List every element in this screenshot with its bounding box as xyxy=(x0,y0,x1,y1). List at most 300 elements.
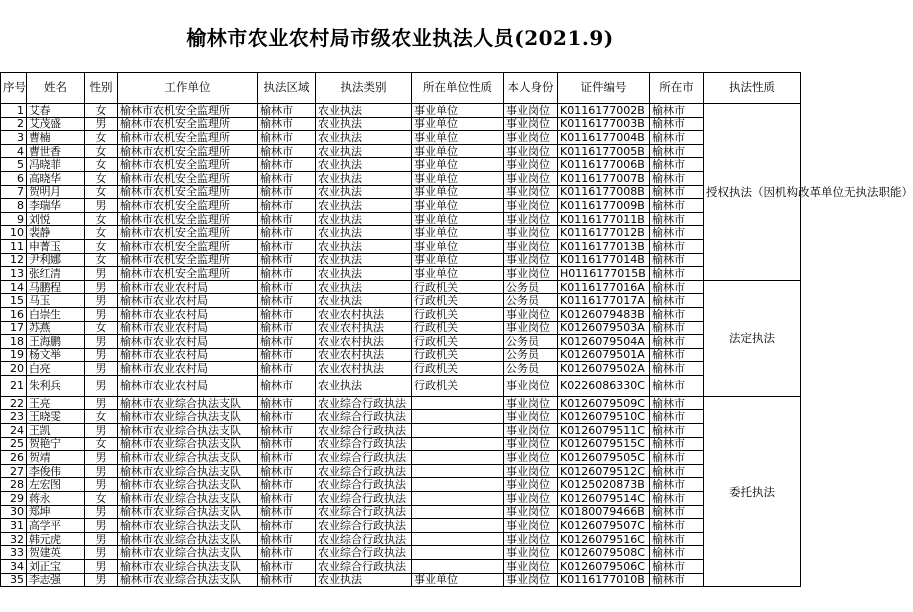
enforcement-category: 农业综合行政执法 xyxy=(316,464,412,478)
row-number: 29 xyxy=(1,492,27,506)
enforcement-area: 榆林市 xyxy=(258,519,316,533)
table-row xyxy=(1,212,801,226)
work-unit: 榆林市农业综合执法支队 xyxy=(118,532,258,546)
person-name: 张红清 xyxy=(27,267,85,281)
enforcement-area: 榆林市 xyxy=(258,532,316,546)
enforcement-category: 农业执法 xyxy=(316,375,412,396)
enforcement-category: 农业综合行政执法 xyxy=(316,560,412,574)
work-unit: 榆林市农业综合执法支队 xyxy=(118,437,258,451)
city: 榆林市 xyxy=(650,212,704,226)
certificate-number: K0226086330C xyxy=(558,375,650,396)
unit-nature: 行政机关 xyxy=(412,294,504,308)
gender: 男 xyxy=(85,294,118,308)
header-cell: 执法类别 xyxy=(316,73,412,104)
table-row xyxy=(1,410,801,424)
row-number: 33 xyxy=(1,546,27,560)
enforcement-category: 农业农村执法 xyxy=(316,362,412,376)
enforcement-area: 榆林市 xyxy=(258,396,316,410)
enforcement-area: 榆林市 xyxy=(258,212,316,226)
work-unit: 榆林市农业综合执法支队 xyxy=(118,492,258,506)
gender: 女 xyxy=(85,158,118,172)
header-cell: 工作单位 xyxy=(118,73,258,104)
person-name: 李俊伟 xyxy=(27,464,85,478)
personal-identity: 事业岗位 xyxy=(504,239,558,253)
city: 榆林市 xyxy=(650,239,704,253)
person-name: 刘悦 xyxy=(27,212,85,226)
certificate-number: H0116177015B xyxy=(558,267,650,281)
gender: 男 xyxy=(85,396,118,410)
row-number: 19 xyxy=(1,348,27,362)
city: 榆林市 xyxy=(650,505,704,519)
personal-identity: 事业岗位 xyxy=(504,117,558,131)
city: 榆林市 xyxy=(650,294,704,308)
enforcement-area: 榆林市 xyxy=(258,144,316,158)
enforcement-category: 农业综合行政执法 xyxy=(316,492,412,506)
table-row xyxy=(1,437,801,451)
enforcement-category: 农业执法 xyxy=(316,158,412,172)
person-name: 高晓华 xyxy=(27,171,85,185)
table-row xyxy=(1,307,801,321)
certificate-number: K0126079507C xyxy=(558,519,650,533)
header-cell: 所在单位性质 xyxy=(412,73,504,104)
table-row xyxy=(1,117,801,131)
certificate-number: K0116177002B xyxy=(558,104,650,118)
personal-identity: 事业岗位 xyxy=(504,104,558,118)
unit-nature xyxy=(412,532,504,546)
personal-identity: 事业岗位 xyxy=(504,560,558,574)
enforcement-area: 榆林市 xyxy=(258,199,316,213)
certificate-number: K0116177004B xyxy=(558,131,650,145)
page-title: 榆林市农业农村局市级农业执法人员(2021.9) xyxy=(186,26,614,50)
city: 榆林市 xyxy=(650,532,704,546)
table-row xyxy=(1,226,801,240)
table-row xyxy=(1,104,801,118)
work-unit: 榆林市农业农村局 xyxy=(118,321,258,335)
enforcement-area: 榆林市 xyxy=(258,253,316,267)
enforcement-category: 农业综合行政执法 xyxy=(316,410,412,424)
personal-identity: 事业岗位 xyxy=(504,410,558,424)
enforcement-area: 榆林市 xyxy=(258,104,316,118)
person-name: 苏燕 xyxy=(27,321,85,335)
certificate-number: K0126079503A xyxy=(558,321,650,335)
city: 榆林市 xyxy=(650,560,704,574)
row-number: 25 xyxy=(1,437,27,451)
unit-nature: 事业单位 xyxy=(412,253,504,267)
row-number: 14 xyxy=(1,280,27,294)
gender: 女 xyxy=(85,239,118,253)
gender: 男 xyxy=(85,560,118,574)
gender: 男 xyxy=(85,424,118,438)
enforcement-area: 榆林市 xyxy=(258,505,316,519)
work-unit: 榆林市农业综合执法支队 xyxy=(118,478,258,492)
personal-identity: 事业岗位 xyxy=(504,158,558,172)
enforcement-category: 农业综合行政执法 xyxy=(316,519,412,533)
certificate-number: K0116177016A xyxy=(558,280,650,294)
gender: 男 xyxy=(85,519,118,533)
gender: 女 xyxy=(85,321,118,335)
header-cell: 姓名 xyxy=(27,73,85,104)
enforcement-area: 榆林市 xyxy=(258,464,316,478)
enforcement-category: 农业农村执法 xyxy=(316,321,412,335)
certificate-number: K0116177009B xyxy=(558,199,650,213)
personal-identity: 事业岗位 xyxy=(504,185,558,199)
gender: 男 xyxy=(85,199,118,213)
gender: 男 xyxy=(85,464,118,478)
personal-identity: 公务员 xyxy=(504,280,558,294)
personal-identity: 事业岗位 xyxy=(504,226,558,240)
enforcement-area: 榆林市 xyxy=(258,573,316,587)
work-unit: 榆林市农机安全监理所 xyxy=(118,239,258,253)
enforcement-area: 榆林市 xyxy=(258,362,316,376)
city: 榆林市 xyxy=(650,267,704,281)
row-number: 35 xyxy=(1,573,27,587)
city: 榆林市 xyxy=(650,464,704,478)
personal-identity: 事业岗位 xyxy=(504,437,558,451)
personal-identity: 事业岗位 xyxy=(504,573,558,587)
unit-nature: 事业单位 xyxy=(412,199,504,213)
person-name: 朱利兵 xyxy=(27,375,85,396)
certificate-number: K0126079505C xyxy=(558,451,650,465)
personal-identity: 事业岗位 xyxy=(504,492,558,506)
certificate-number: K0116177008B xyxy=(558,185,650,199)
enforcement-area: 榆林市 xyxy=(258,321,316,335)
unit-nature: 事业单位 xyxy=(412,117,504,131)
enforcement-nature: 法定执法 xyxy=(704,280,801,396)
work-unit: 榆林市农业农村局 xyxy=(118,348,258,362)
unit-nature: 行政机关 xyxy=(412,280,504,294)
person-name: 左宏图 xyxy=(27,478,85,492)
certificate-number: K0126079512C xyxy=(558,464,650,478)
unit-nature: 事业单位 xyxy=(412,104,504,118)
city: 榆林市 xyxy=(650,171,704,185)
header-cell: 执法区域 xyxy=(258,73,316,104)
unit-nature xyxy=(412,437,504,451)
certificate-number: K0116177013B xyxy=(558,239,650,253)
enforcement-category: 农业综合行政执法 xyxy=(316,478,412,492)
unit-nature xyxy=(412,464,504,478)
work-unit: 榆林市农业综合执法支队 xyxy=(118,546,258,560)
person-name: 贺艳宁 xyxy=(27,437,85,451)
row-number: 11 xyxy=(1,239,27,253)
enforcement-area: 榆林市 xyxy=(258,117,316,131)
enforcement-area: 榆林市 xyxy=(258,294,316,308)
enforcement-category: 农业执法 xyxy=(316,171,412,185)
row-number: 21 xyxy=(1,375,27,396)
unit-nature: 行政机关 xyxy=(412,375,504,396)
table-row xyxy=(1,478,801,492)
work-unit: 榆林市农机安全监理所 xyxy=(118,253,258,267)
enforcement-area: 榆林市 xyxy=(258,492,316,506)
person-name: 贺明月 xyxy=(27,185,85,199)
enforcement-area: 榆林市 xyxy=(258,546,316,560)
certificate-number: K0125020873B xyxy=(558,478,650,492)
unit-nature: 行政机关 xyxy=(412,321,504,335)
unit-nature xyxy=(412,519,504,533)
work-unit: 榆林市农机安全监理所 xyxy=(118,199,258,213)
unit-nature: 行政机关 xyxy=(412,348,504,362)
gender: 男 xyxy=(85,573,118,587)
person-name: 白亮 xyxy=(27,362,85,376)
work-unit: 榆林市农业农村局 xyxy=(118,307,258,321)
person-name: 申菁玉 xyxy=(27,239,85,253)
unit-nature: 事业单位 xyxy=(412,185,504,199)
gender: 男 xyxy=(85,451,118,465)
work-unit: 榆林市农机安全监理所 xyxy=(118,158,258,172)
table-row xyxy=(1,492,801,506)
person-name: 曹楠 xyxy=(27,131,85,145)
enforcement-category: 农业执法 xyxy=(316,226,412,240)
row-number: 1 xyxy=(1,104,27,118)
city: 榆林市 xyxy=(650,478,704,492)
unit-nature xyxy=(412,505,504,519)
personal-identity: 事业岗位 xyxy=(504,451,558,465)
table-row xyxy=(1,464,801,478)
city: 榆林市 xyxy=(650,396,704,410)
city: 榆林市 xyxy=(650,573,704,587)
work-unit: 榆林市农机安全监理所 xyxy=(118,104,258,118)
enforcement-area: 榆林市 xyxy=(258,451,316,465)
city: 榆林市 xyxy=(650,307,704,321)
unit-nature xyxy=(412,396,504,410)
row-number: 28 xyxy=(1,478,27,492)
work-unit: 榆林市农机安全监理所 xyxy=(118,117,258,131)
table-row xyxy=(1,199,801,213)
row-number: 4 xyxy=(1,144,27,158)
person-name: 马玉 xyxy=(27,294,85,308)
enforcement-category: 农业执法 xyxy=(316,294,412,308)
enforcement-area: 榆林市 xyxy=(258,348,316,362)
work-unit: 榆林市农机安全监理所 xyxy=(118,226,258,240)
work-unit: 榆林市农业农村局 xyxy=(118,280,258,294)
certificate-number: K0126079511C xyxy=(558,424,650,438)
unit-nature: 事业单位 xyxy=(412,131,504,145)
person-name: 贺建英 xyxy=(27,546,85,560)
personal-identity: 事业岗位 xyxy=(504,171,558,185)
enforcement-category: 农业综合行政执法 xyxy=(316,546,412,560)
personal-identity: 事业岗位 xyxy=(504,267,558,281)
personal-identity: 事业岗位 xyxy=(504,424,558,438)
table-row xyxy=(1,362,801,376)
enforcement-area: 榆林市 xyxy=(258,335,316,349)
certificate-number: K0126079510C xyxy=(558,410,650,424)
person-name: 王海鹏 xyxy=(27,335,85,349)
table-row xyxy=(1,294,801,308)
gender: 男 xyxy=(85,267,118,281)
certificate-number: K0116177014B xyxy=(558,253,650,267)
gender: 男 xyxy=(85,307,118,321)
certificate-number: K0126079514C xyxy=(558,492,650,506)
certificate-number: K0126079483B xyxy=(558,307,650,321)
gender: 男 xyxy=(85,505,118,519)
enforcement-category: 农业执法 xyxy=(316,267,412,281)
enforcement-area: 榆林市 xyxy=(258,239,316,253)
unit-nature: 事业单位 xyxy=(412,144,504,158)
work-unit: 榆林市农业综合执法支队 xyxy=(118,519,258,533)
unit-nature: 事业单位 xyxy=(412,212,504,226)
row-number: 32 xyxy=(1,532,27,546)
header-cell: 所在市 xyxy=(650,73,704,104)
row-number: 26 xyxy=(1,451,27,465)
row-number: 8 xyxy=(1,199,27,213)
city: 榆林市 xyxy=(650,362,704,376)
enforcement-category: 农业综合行政执法 xyxy=(316,505,412,519)
person-name: 蒋永 xyxy=(27,492,85,506)
personnel-table xyxy=(0,72,913,587)
unit-nature: 行政机关 xyxy=(412,362,504,376)
row-number: 7 xyxy=(1,185,27,199)
person-name: 王凯 xyxy=(27,424,85,438)
certificate-number: K0116177006B xyxy=(558,158,650,172)
personal-identity: 事业岗位 xyxy=(504,375,558,396)
person-name: 贺靖 xyxy=(27,451,85,465)
work-unit: 榆林市农机安全监理所 xyxy=(118,212,258,226)
personal-identity: 公务员 xyxy=(504,362,558,376)
row-number: 16 xyxy=(1,307,27,321)
row-number: 12 xyxy=(1,253,27,267)
row-number: 5 xyxy=(1,158,27,172)
personal-identity: 公务员 xyxy=(504,335,558,349)
personal-identity: 事业岗位 xyxy=(504,546,558,560)
table-row xyxy=(1,185,801,199)
gender: 男 xyxy=(85,478,118,492)
personal-identity: 事业岗位 xyxy=(504,321,558,335)
person-name: 艾春 xyxy=(27,104,85,118)
city: 榆林市 xyxy=(650,451,704,465)
enforcement-category: 农业综合行政执法 xyxy=(316,532,412,546)
personal-identity: 事业岗位 xyxy=(504,144,558,158)
enforcement-category: 农业执法 xyxy=(316,131,412,145)
gender: 女 xyxy=(85,185,118,199)
enforcement-category: 农业综合行政执法 xyxy=(316,437,412,451)
row-number: 9 xyxy=(1,212,27,226)
row-number: 23 xyxy=(1,410,27,424)
gender: 女 xyxy=(85,226,118,240)
unit-nature xyxy=(412,560,504,574)
work-unit: 榆林市农业综合执法支队 xyxy=(118,573,258,587)
unit-nature: 事业单位 xyxy=(412,573,504,587)
row-number: 6 xyxy=(1,171,27,185)
person-name: 艾茂盛 xyxy=(27,117,85,131)
enforcement-category: 农业执法 xyxy=(316,239,412,253)
enforcement-nature: 委托执法 xyxy=(704,396,801,586)
enforcement-category: 农业农村执法 xyxy=(316,348,412,362)
table-row xyxy=(1,158,801,172)
person-name: 高学平 xyxy=(27,519,85,533)
enforcement-category: 农业执法 xyxy=(316,212,412,226)
certificate-number: K0116177010B xyxy=(558,573,650,587)
work-unit: 榆林市农机安全监理所 xyxy=(118,131,258,145)
gender: 男 xyxy=(85,362,118,376)
row-number: 31 xyxy=(1,519,27,533)
person-name: 李瑞华 xyxy=(27,199,85,213)
enforcement-category: 农业执法 xyxy=(316,144,412,158)
unit-nature xyxy=(412,410,504,424)
person-name: 曹世香 xyxy=(27,144,85,158)
personal-identity: 事业岗位 xyxy=(504,253,558,267)
enforcement-area: 榆林市 xyxy=(258,226,316,240)
city: 榆林市 xyxy=(650,117,704,131)
personal-identity: 事业岗位 xyxy=(504,396,558,410)
row-number: 18 xyxy=(1,335,27,349)
city: 榆林市 xyxy=(650,546,704,560)
personal-identity: 公务员 xyxy=(504,348,558,362)
work-unit: 榆林市农业综合执法支队 xyxy=(118,464,258,478)
gender: 男 xyxy=(85,532,118,546)
work-unit: 榆林市农业农村局 xyxy=(118,375,258,396)
city: 榆林市 xyxy=(650,424,704,438)
work-unit: 榆林市农机安全监理所 xyxy=(118,144,258,158)
row-number: 10 xyxy=(1,226,27,240)
row-number: 34 xyxy=(1,560,27,574)
unit-nature: 事业单位 xyxy=(412,239,504,253)
unit-nature: 行政机关 xyxy=(412,335,504,349)
table-row xyxy=(1,532,801,546)
city: 榆林市 xyxy=(650,144,704,158)
city: 榆林市 xyxy=(650,185,704,199)
row-number: 30 xyxy=(1,505,27,519)
gender: 女 xyxy=(85,144,118,158)
enforcement-category: 农业执法 xyxy=(316,573,412,587)
personal-identity: 事业岗位 xyxy=(504,519,558,533)
enforcement-area: 榆林市 xyxy=(258,131,316,145)
row-number: 17 xyxy=(1,321,27,335)
table-row xyxy=(1,348,801,362)
certificate-number: K0180079466B xyxy=(558,505,650,519)
table-row xyxy=(1,573,801,587)
header-cell: 执法性质 xyxy=(704,73,801,104)
city: 榆林市 xyxy=(650,131,704,145)
header-cell: 性别 xyxy=(85,73,118,104)
unit-nature: 事业单位 xyxy=(412,226,504,240)
table-row xyxy=(1,451,801,465)
work-unit: 榆林市农业综合执法支队 xyxy=(118,424,258,438)
work-unit: 榆林市农业农村局 xyxy=(118,294,258,308)
gender: 男 xyxy=(85,375,118,396)
enforcement-category: 农业执法 xyxy=(316,280,412,294)
certificate-number: K0116177007B xyxy=(558,171,650,185)
table-row xyxy=(1,253,801,267)
certificate-number: K0126079515C xyxy=(558,437,650,451)
row-number: 2 xyxy=(1,117,27,131)
unit-nature xyxy=(412,546,504,560)
enforcement-area: 榆林市 xyxy=(258,307,316,321)
unit-nature xyxy=(412,451,504,465)
gender: 男 xyxy=(85,348,118,362)
city: 榆林市 xyxy=(650,492,704,506)
certificate-number: K0126079501A xyxy=(558,348,650,362)
work-unit: 榆林市农机安全监理所 xyxy=(118,267,258,281)
person-name: 马鹏程 xyxy=(27,280,85,294)
city: 榆林市 xyxy=(650,280,704,294)
city: 榆林市 xyxy=(650,519,704,533)
work-unit: 榆林市农机安全监理所 xyxy=(118,185,258,199)
certificate-number: K0116177005B xyxy=(558,144,650,158)
city: 榆林市 xyxy=(650,253,704,267)
certificate-number: K0126079509C xyxy=(558,396,650,410)
table-row xyxy=(1,335,801,349)
gender: 女 xyxy=(85,492,118,506)
work-unit: 榆林市农业综合执法支队 xyxy=(118,396,258,410)
table-row xyxy=(1,519,801,533)
table-row xyxy=(1,171,801,185)
enforcement-category: 农业执法 xyxy=(316,253,412,267)
table-row xyxy=(1,144,801,158)
person-name: 冯晓菲 xyxy=(27,158,85,172)
personal-identity: 事业岗位 xyxy=(504,199,558,213)
personal-identity: 事业岗位 xyxy=(504,464,558,478)
gender: 女 xyxy=(85,212,118,226)
personal-identity: 公务员 xyxy=(504,294,558,308)
